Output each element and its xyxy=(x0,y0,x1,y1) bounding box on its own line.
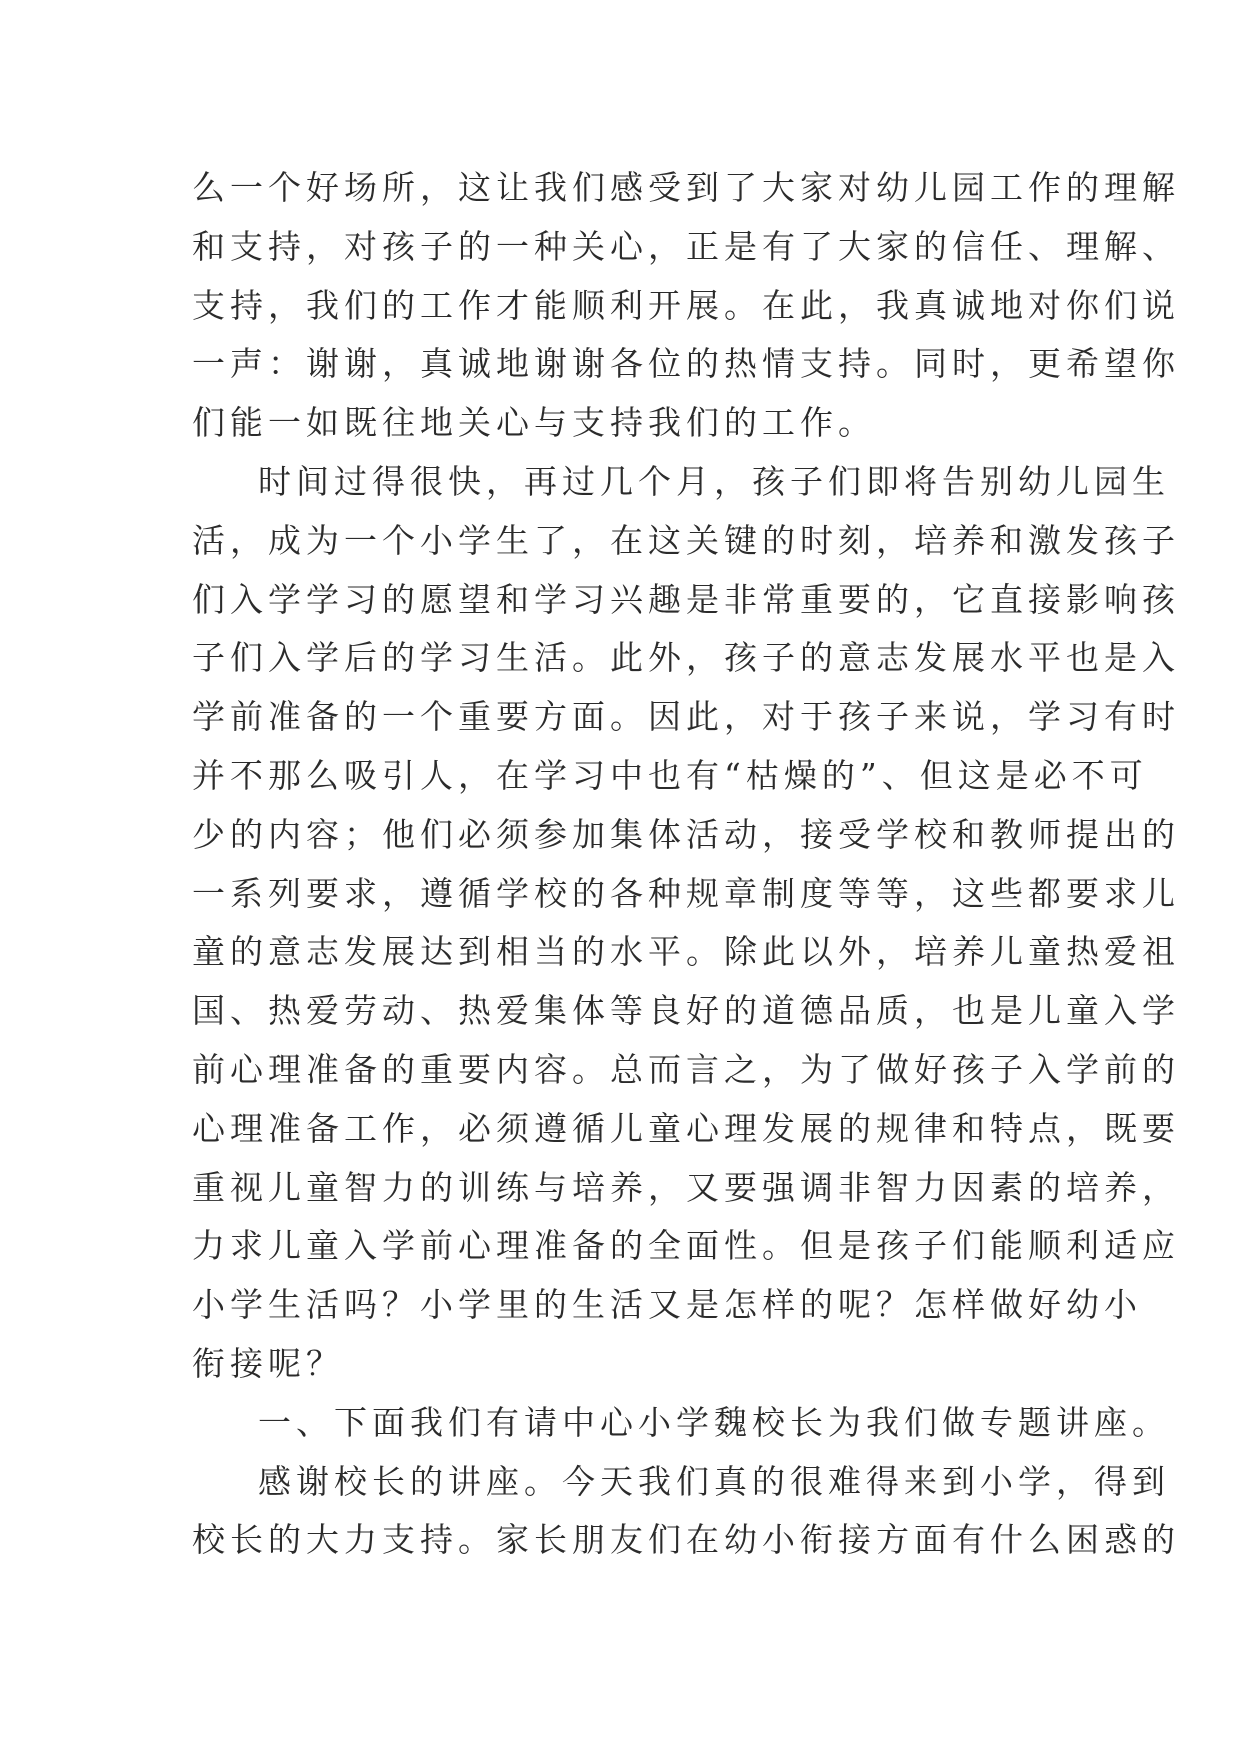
paragraph-start-line: 一、下面我们有请中心小学魏校长为我们做专题讲座。 xyxy=(258,1402,1170,1442)
text-line: 么一个好场所，这让我们感受到了大家对幼儿园工作的理解 xyxy=(192,168,1180,207)
text-line: 力求儿童入学前心理准备的全面性。但是孩子们能顺利适应 xyxy=(192,1226,1180,1266)
text-line: 并不那么吸引人，在学习中也有“枯燥的”、但这是必不可 xyxy=(192,755,1148,795)
text-line: 小学生活吗？小学里的生活又是怎样的呢？怎样做好幼小 xyxy=(192,1285,1142,1325)
text-line: 们能一如既往地关心与支持我们的工作。 xyxy=(192,403,876,443)
text-line: 重视儿童智力的训练与培养，又要强调非智力因素的培养， xyxy=(192,1167,1180,1207)
text-line: 前心理准备的重要内容。总而言之，为了做好孩子入学前的 xyxy=(192,1049,1180,1089)
text-line: 们入学学习的愿望和学习兴趣是非常重要的，它直接影响孩 xyxy=(192,579,1180,619)
text-line: 一系列要求，遵循学校的各种规章制度等等，这些都要求儿 xyxy=(192,873,1180,913)
text-line: 国、热爱劳动、热爱集体等良好的道德品质，也是儿童入学 xyxy=(192,991,1180,1031)
paragraph-start-line: 时间过得很快，再过几个月，孩子们即将告别幼儿园生 xyxy=(258,461,1170,501)
text-line: 少的内容；他们必须参加集体活动，接受学校和教师提出的 xyxy=(192,814,1180,854)
text-line: 支持，我们的工作才能顺利开展。在此，我真诚地对你们说 xyxy=(192,285,1180,325)
body-text xyxy=(192,159,1180,1570)
text-line: 和支持，对孩子的一种关心，正是有了大家的信任、理解、 xyxy=(192,226,1180,266)
text-line: 子们入学后的学习生活。此外，孩子的意志发展水平也是入 xyxy=(192,638,1180,678)
paragraph-start-line: 感谢校长的讲座。今天我们真的很难得来到小学，得到 xyxy=(258,1461,1170,1501)
text-line: 童的意志发展达到相当的水平。除此以外，培养儿童热爱祖 xyxy=(192,932,1180,972)
text-line: 校长的大力支持。家长朋友们在幼小衔接方面有什么困惑的 xyxy=(192,1520,1180,1560)
text-line: 衔接呢？ xyxy=(192,1343,344,1383)
text-line: 心理准备工作，必须遵循儿童心理发展的规律和特点，既要 xyxy=(192,1108,1180,1148)
text-line: 活，成为一个小学生了，在这关键的时刻，培养和激发孩子 xyxy=(192,520,1180,560)
text-line: 学前准备的一个重要方面。因此，对于孩子来说，学习有时 xyxy=(192,697,1180,737)
text-line: 一声：谢谢，真诚地谢谢各位的热情支持。同时，更希望你 xyxy=(192,344,1180,384)
